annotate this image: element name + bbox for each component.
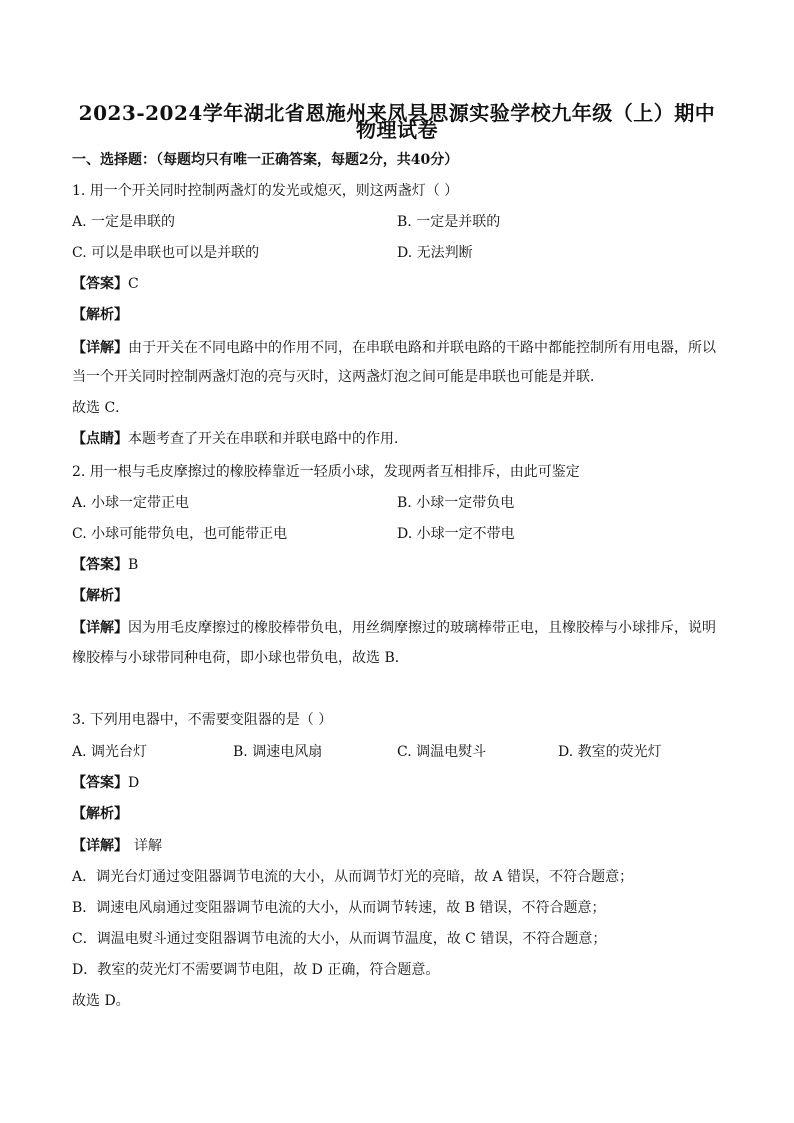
answer-label: 【答案】	[72, 276, 128, 292]
q3-detail	[72, 836, 162, 856]
q2-answer	[72, 555, 138, 575]
detail-label: 【详解】	[72, 838, 128, 854]
q3-answer	[72, 773, 139, 793]
q3-conclusion: 故选 D。	[72, 993, 130, 1009]
q1-option-d: D. 无法判断	[397, 245, 473, 261]
section-heading: 一、选择题：（每题均只有唯一正确答案，每题2分，共40分）	[72, 152, 459, 168]
q3-detail-head: 详解	[134, 838, 162, 854]
q1-option-b: B. 一定是并联的	[397, 214, 501, 230]
q1-detail-text-1: 由于开关在不同电路中的作用不同，在串联电路和并联电路的干路中都能控制所有用电器，所以	[128, 340, 716, 356]
q2-detail	[72, 618, 716, 638]
answer-label: 【答案】	[72, 775, 128, 791]
q3-answer-value: D	[128, 775, 140, 791]
detail-label: 【详解】	[72, 340, 128, 356]
q1-answer	[72, 274, 139, 294]
page-title: 2023-2024学年湖北省恩施州来凤县思源实验学校九年级（上）期中	[78, 101, 716, 125]
q2-option-a: A. 小球一定带正电	[72, 495, 190, 511]
q2-answer-value: B	[128, 557, 139, 573]
q1-detail-text-2: 当一个开关同时控制两盏灯泡的亮与灭时，这两盏灯泡之间可能是串联也可能是并联．	[72, 369, 604, 385]
question-3-stem: 3. 下列用电器中，不需要变阻器的是（ ）	[72, 712, 333, 728]
q1-comment-text: 本题考查了开关在串联和并联电路中的作用．	[128, 431, 408, 447]
q3-option-b: B. 调速电风扇	[233, 744, 323, 760]
q2-option-d: D. 小球一定不带电	[397, 526, 515, 542]
q3-option-a: A. 调光台灯	[72, 744, 148, 760]
q3-option-d: D. 教室的荧光灯	[558, 744, 662, 760]
answer-label: 【答案】	[72, 557, 128, 573]
q1-comment	[72, 429, 408, 449]
q2-option-b: B. 小球一定带负电	[397, 495, 515, 511]
page-subtitle: 物理试卷	[356, 118, 438, 142]
detail-label: 【详解】	[72, 620, 128, 636]
q1-analysis-label: 【解析】	[72, 307, 128, 323]
q1-conclusion: 故选 C．	[72, 400, 130, 416]
comment-label: 【点睛】	[72, 431, 128, 447]
q3-detail-line-a: A．调光台灯通过变阻器调节电流的大小，从而调节灯光的亮暗，故 A 错误，不符合题意；	[72, 869, 634, 885]
q2-detail-text-1: 因为用毛皮摩擦过的橡胶棒带负电，用丝绸摩擦过的玻璃棒带正电，且橡胶棒与小球排斥，说明	[128, 620, 716, 636]
q2-option-c: C. 小球可能带负电，也可能带正电	[72, 526, 288, 542]
question-1-stem: 1. 用一个开关同时控制两盏灯的发光或熄灭，则这两盏灯（ ）	[72, 183, 459, 199]
q1-option-c: C. 可以是串联也可以是并联的	[72, 245, 260, 261]
q1-option-a: A. 一定是串联的	[72, 214, 176, 230]
q3-detail-line-d: D．教室的荧光灯不需要调节电阻，故 D 正确，符合题意。	[72, 962, 440, 978]
q3-detail-line-b: B．调速电风扇通过变阻器调节电流的大小，从而调节转速，故 B 错误，不符合题意；	[72, 900, 606, 916]
q1-answer-value: C	[128, 276, 139, 292]
question-2-stem: 2. 用一根与毛皮摩擦过的橡胶棒靠近一轻质小球，发现两者互相排斥，由此可鉴定	[72, 464, 580, 480]
q2-detail-text-2: 橡胶棒与小球带同种电荷，即小球也带负电，故选 B．	[72, 650, 409, 666]
q2-analysis-label: 【解析】	[72, 588, 128, 604]
q3-option-c: C. 调温电熨斗	[397, 744, 487, 760]
q3-detail-line-c: C．调温电熨斗通过变阻器调节电流的大小，从而调节温度，故 C 错误，不符合题意；	[72, 931, 607, 947]
q3-analysis-label: 【解析】	[72, 806, 128, 822]
q1-detail	[72, 338, 716, 358]
